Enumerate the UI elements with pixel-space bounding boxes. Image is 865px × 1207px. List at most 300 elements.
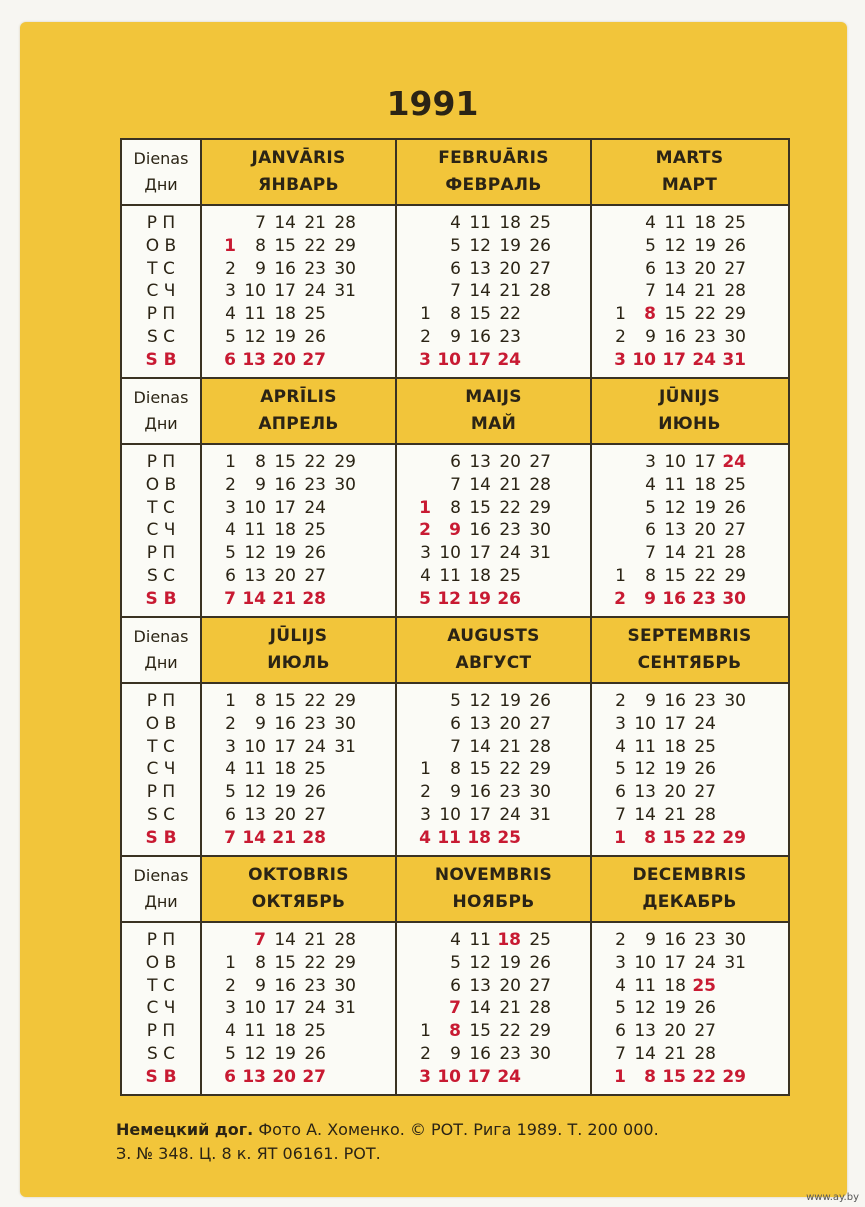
day-cell: 25 [497, 827, 521, 848]
day-cell: 17 [467, 1066, 491, 1087]
day-cell: 14 [664, 281, 686, 302]
day-cell: 20 [272, 1066, 296, 1087]
day-cell: 22 [304, 452, 326, 472]
day-cell: 18 [274, 1021, 296, 1042]
week-day-row [397, 1066, 592, 1089]
day-cell: 30 [529, 1043, 551, 1064]
day-cell: 22 [499, 304, 521, 325]
day-cell: 4 [615, 975, 626, 996]
day-cell: 17 [274, 497, 296, 518]
month-name-lv: JANVĀRIS [251, 148, 346, 168]
day-cell: 19 [694, 497, 716, 518]
day-cell: 21 [664, 804, 686, 825]
month-day-grid [202, 690, 397, 850]
day-cell: 29 [722, 827, 746, 848]
day-cell: 2 [420, 326, 431, 347]
day-cell: 18 [274, 304, 296, 325]
day-cell: 26 [724, 497, 746, 518]
day-cell: 7 [645, 281, 656, 302]
day-cell: 6 [450, 713, 461, 734]
day-cell: 15 [469, 304, 491, 325]
day-cell: 17 [274, 736, 296, 757]
day-label-header [122, 379, 202, 443]
day-cell: 31 [334, 281, 356, 302]
day-cell: 11 [244, 520, 266, 541]
month-name-ru: АПРЕЛЬ [258, 414, 339, 434]
day-cell: 25 [724, 474, 746, 495]
day-cell: 30 [334, 258, 356, 279]
day-cell: 8 [449, 1021, 461, 1042]
day-cell: 18 [664, 736, 686, 757]
day-cell: 20 [499, 975, 521, 996]
day-cell: 27 [694, 782, 716, 803]
day-cell: 23 [304, 258, 326, 279]
day-cell: 30 [724, 930, 746, 950]
month-name-lv: MAIJS [465, 387, 522, 407]
day-cell: 25 [304, 1021, 326, 1042]
day-cell: 28 [334, 930, 356, 950]
day-cell: 14 [274, 213, 296, 233]
day-cell: 6 [225, 565, 236, 586]
day-cell: 16 [469, 326, 491, 347]
day-cell: 10 [244, 281, 266, 302]
day-cell: 11 [439, 565, 461, 586]
month-name [592, 857, 787, 921]
day-cell: 2 [420, 782, 431, 803]
day-label-ru: Дни [144, 653, 178, 672]
day-cell: 3 [614, 349, 626, 370]
day-cell: 3 [225, 281, 236, 302]
week-day-row [397, 758, 592, 781]
day-cell: 31 [529, 543, 551, 564]
day-cell: 5 [450, 691, 461, 711]
month-name [397, 140, 592, 204]
week-day-row [397, 736, 592, 759]
day-cell: 4 [450, 930, 461, 950]
day-cell: 11 [634, 975, 656, 996]
day-cell: 7 [450, 736, 461, 757]
day-cell: 14 [664, 543, 686, 564]
week-day-row [592, 952, 787, 975]
day-cell: 23 [499, 326, 521, 347]
day-cell: 9 [450, 326, 461, 347]
day-cell: 6 [645, 258, 656, 279]
day-cell: 5 [225, 782, 236, 803]
day-cell: 30 [334, 713, 356, 734]
day-cell: 1 [420, 1021, 431, 1042]
day-cell: 6 [615, 782, 626, 803]
weekday-labels [122, 206, 202, 377]
day-cell: 12 [244, 1043, 266, 1064]
day-cell: 7 [450, 474, 461, 495]
week-day-row [592, 542, 787, 565]
day-cell: 19 [694, 235, 716, 256]
day-label-lv: Dienas [133, 866, 189, 885]
day-cell: 18 [694, 213, 716, 233]
day-cell: 31 [529, 804, 551, 825]
weekday-label: C Ч [146, 759, 176, 780]
weekday-label: S C [146, 326, 176, 347]
day-cell: 29 [334, 952, 356, 973]
day-cell: 27 [724, 520, 746, 541]
day-cell: 19 [499, 691, 521, 711]
day-cell: 12 [437, 588, 461, 609]
day-cell: 10 [664, 452, 686, 472]
calendar-year: 1991 [386, 84, 479, 123]
day-cell: 23 [499, 1043, 521, 1064]
week-day-row [202, 519, 397, 542]
day-cell: 12 [469, 235, 491, 256]
day-cell: 5 [615, 998, 626, 1019]
week-day-row [592, 1043, 787, 1066]
day-cell: 8 [255, 235, 266, 256]
day-cell: 21 [272, 827, 296, 848]
day-cell: 20 [664, 782, 686, 803]
day-cell: 13 [244, 804, 266, 825]
day-cell: 1 [614, 1066, 626, 1087]
week-day-row [592, 565, 787, 588]
month-name [202, 618, 397, 682]
day-cell: 12 [664, 235, 686, 256]
day-cell: 24 [499, 804, 521, 825]
day-cell: 22 [499, 1021, 521, 1042]
day-cell: 18 [664, 975, 686, 996]
month-days-row [122, 204, 788, 377]
day-cell: 29 [724, 565, 746, 586]
day-cell: 10 [244, 736, 266, 757]
day-cell: 5 [450, 952, 461, 973]
day-cell: 14 [469, 281, 491, 302]
weekday-label: S C [146, 804, 176, 825]
day-cell: 31 [724, 952, 746, 973]
day-cell: 2 [614, 588, 626, 609]
month-name-lv: NOVEMBRIS [434, 865, 553, 885]
day-cell: 13 [634, 782, 656, 803]
month-name [397, 618, 592, 682]
day-cell: 7 [615, 1043, 626, 1064]
day-cell: 3 [615, 952, 626, 973]
month-days [592, 445, 787, 616]
month-day-grid [397, 690, 592, 850]
day-cell: 9 [449, 520, 461, 541]
day-cell: 14 [469, 736, 491, 757]
day-cell: 15 [274, 691, 296, 711]
day-cell: 26 [304, 782, 326, 803]
day-cell: 8 [644, 1066, 656, 1087]
day-cell: 17 [664, 952, 686, 973]
week-day-row [592, 781, 787, 804]
day-cell: 2 [225, 975, 236, 996]
day-cell: 3 [420, 804, 431, 825]
day-cell: 4 [225, 759, 236, 780]
day-label-ru: Дни [144, 892, 178, 911]
day-cell: 2 [225, 258, 236, 279]
weekday-label: S B [145, 1066, 177, 1087]
day-cell: 24 [497, 349, 521, 370]
day-cell: 10 [244, 998, 266, 1019]
day-cell: 13 [469, 713, 491, 734]
weekday-label: P П [146, 782, 176, 803]
day-cell: 28 [724, 281, 746, 302]
day-cell: 3 [419, 349, 431, 370]
day-cell: 12 [244, 782, 266, 803]
day-cell: 9 [645, 691, 656, 711]
day-cell: 22 [499, 759, 521, 780]
day-cell: 4 [615, 736, 626, 757]
day-cell: 28 [724, 543, 746, 564]
day-cell: 11 [244, 759, 266, 780]
week-day-row [592, 280, 787, 303]
month-day-grid [397, 212, 592, 372]
day-cell: 24 [304, 998, 326, 1019]
day-cell: 6 [225, 804, 236, 825]
week-day-row [397, 542, 592, 565]
day-cell: 13 [244, 565, 266, 586]
day-cell: 1 [420, 304, 431, 325]
day-cell: 1 [225, 691, 236, 711]
day-cell: 10 [437, 1066, 461, 1087]
week-day-row [397, 212, 592, 235]
day-cell: 23 [304, 474, 326, 495]
day-cell: 6 [615, 1021, 626, 1042]
day-cell: 5 [450, 235, 461, 256]
day-cell: 12 [469, 952, 491, 973]
day-cell: 12 [469, 691, 491, 711]
day-cell: 29 [334, 235, 356, 256]
day-cell: 9 [255, 258, 266, 279]
calendar-grid [120, 138, 790, 1096]
month-name [592, 379, 787, 443]
day-cell: 25 [692, 975, 716, 996]
week-day-row [397, 1043, 592, 1066]
day-cell: 27 [304, 565, 326, 586]
week-day-row [202, 349, 397, 372]
month-days [592, 206, 787, 377]
day-cell: 25 [529, 213, 551, 233]
day-cell: 29 [529, 759, 551, 780]
day-cell: 10 [437, 349, 461, 370]
day-cell: 27 [529, 713, 551, 734]
week-day-row [397, 349, 592, 372]
week-day-row [202, 781, 397, 804]
day-cell: 16 [274, 713, 296, 734]
day-cell: 22 [694, 304, 716, 325]
day-cell: 12 [664, 497, 686, 518]
day-cell: 19 [664, 759, 686, 780]
day-cell: 20 [694, 258, 716, 279]
day-cell: 26 [304, 543, 326, 564]
day-cell: 22 [304, 691, 326, 711]
day-cell: 26 [529, 691, 551, 711]
day-cell: 7 [449, 998, 461, 1019]
day-cell: 9 [450, 782, 461, 803]
month-days [592, 923, 787, 1094]
weekday-label: S C [146, 1043, 176, 1064]
day-cell: 20 [499, 258, 521, 279]
day-cell: 1 [419, 497, 431, 518]
week-day-row [592, 349, 787, 372]
day-cell: 19 [274, 326, 296, 347]
day-cell: 16 [274, 474, 296, 495]
day-cell: 19 [499, 235, 521, 256]
week-day-row [397, 474, 592, 497]
week-day-row [202, 235, 397, 258]
day-cell: 28 [694, 804, 716, 825]
month-day-grid [592, 451, 787, 611]
week-day-row [592, 827, 787, 850]
weekday-labels [122, 445, 202, 616]
day-cell: 4 [420, 565, 431, 586]
day-cell: 21 [304, 930, 326, 950]
week-day-row [592, 975, 787, 998]
day-cell: 23 [304, 975, 326, 996]
month-days [592, 684, 787, 855]
day-cell: 14 [634, 804, 656, 825]
month-name-ru: АВГУСТ [455, 653, 532, 673]
day-cell: 2 [225, 713, 236, 734]
day-cell: 3 [420, 543, 431, 564]
month-days [202, 923, 397, 1094]
day-cell: 2 [615, 930, 626, 950]
day-cell: 25 [694, 736, 716, 757]
week-day-row [397, 451, 592, 474]
day-cell: 13 [242, 1066, 266, 1087]
day-cell: 5 [225, 543, 236, 564]
week-day-row [202, 1043, 397, 1066]
day-cell: 7 [224, 827, 236, 848]
day-cell: 18 [499, 213, 521, 233]
day-cell: 15 [274, 235, 296, 256]
weekday-label: P П [146, 691, 176, 711]
day-cell: 10 [634, 952, 656, 973]
week-day-row [592, 997, 787, 1020]
day-cell: 20 [274, 804, 296, 825]
week-day-row [397, 781, 592, 804]
week-day-row [397, 235, 592, 258]
weekday-label: P П [146, 304, 176, 325]
week-day-row [202, 690, 397, 713]
day-cell: 4 [225, 1021, 236, 1042]
day-cell: 15 [662, 827, 686, 848]
imprint [116, 1118, 836, 1166]
day-cell: 9 [645, 930, 656, 950]
week-day-row [397, 804, 592, 827]
day-cell: 27 [694, 1021, 716, 1042]
weekday-label: C Ч [146, 998, 176, 1019]
weekday-label: O B [145, 713, 177, 734]
month-days-row [122, 443, 788, 616]
day-cell: 22 [499, 497, 521, 518]
weekday-labels [122, 684, 202, 855]
week-day-row [202, 258, 397, 281]
weekday-label: T C [147, 258, 175, 279]
day-cell: 17 [469, 543, 491, 564]
month-day-grid [592, 929, 787, 1089]
day-cell: 29 [334, 691, 356, 711]
month-header-row [122, 855, 788, 921]
month-name-lv: OKTOBRIS [248, 865, 349, 885]
day-cell: 17 [274, 281, 296, 302]
day-cell: 28 [302, 827, 326, 848]
day-cell: 10 [439, 543, 461, 564]
day-cell: 1 [615, 565, 626, 586]
week-day-row [592, 758, 787, 781]
month-name-ru: СЕНТЯБРЬ [637, 653, 742, 673]
month-name [202, 379, 397, 443]
weekday-label: C Ч [146, 520, 176, 541]
month-header-row [122, 616, 788, 682]
day-cell: 6 [224, 349, 236, 370]
week-day-row [592, 1020, 787, 1043]
day-cell: 5 [419, 588, 431, 609]
day-cell: 8 [255, 452, 266, 472]
day-cell: 27 [724, 258, 746, 279]
day-cell: 14 [274, 930, 296, 950]
day-cell: 29 [334, 452, 356, 472]
day-cell: 22 [692, 827, 716, 848]
week-day-row [592, 804, 787, 827]
day-cell: 10 [439, 804, 461, 825]
day-cell: 25 [724, 213, 746, 233]
day-cell: 10 [634, 713, 656, 734]
day-cell: 19 [499, 952, 521, 973]
day-cell: 9 [255, 975, 266, 996]
week-day-row [592, 713, 787, 736]
month-header-row [122, 377, 788, 443]
day-cell: 7 [254, 930, 266, 950]
day-cell: 27 [302, 349, 326, 370]
weekday-label: O B [145, 235, 177, 256]
month-name [592, 618, 787, 682]
day-cell: 19 [274, 1043, 296, 1064]
day-cell: 22 [694, 565, 716, 586]
day-label-header [122, 140, 202, 204]
weekday-labels [122, 923, 202, 1094]
day-cell: 31 [722, 349, 746, 370]
month-name-ru: ОКТЯБРЬ [251, 892, 346, 912]
day-cell: 8 [255, 952, 266, 973]
day-cell: 6 [450, 258, 461, 279]
day-cell: 24 [694, 713, 716, 734]
day-cell: 28 [334, 213, 356, 233]
day-cell: 20 [499, 713, 521, 734]
week-day-row [592, 736, 787, 759]
day-cell: 23 [694, 930, 716, 950]
day-cell: 11 [664, 213, 686, 233]
week-day-row [202, 542, 397, 565]
day-cell: 12 [244, 543, 266, 564]
day-cell: 16 [469, 1043, 491, 1064]
day-cell: 18 [469, 565, 491, 586]
day-cell: 18 [497, 930, 521, 950]
month-days [202, 206, 397, 377]
month-name-ru: ИЮЛЬ [267, 653, 330, 673]
day-cell: 24 [304, 736, 326, 757]
day-cell: 29 [529, 1021, 551, 1042]
day-cell: 24 [694, 952, 716, 973]
day-cell: 23 [694, 691, 716, 711]
day-cell: 23 [692, 588, 716, 609]
month-day-grid [397, 451, 592, 611]
day-cell: 16 [274, 975, 296, 996]
day-cell: 20 [694, 520, 716, 541]
month-day-grid [397, 929, 592, 1089]
day-cell: 22 [304, 235, 326, 256]
month-days-row [122, 682, 788, 855]
day-cell: 8 [644, 304, 656, 325]
week-day-row [397, 690, 592, 713]
day-cell: 3 [225, 998, 236, 1019]
